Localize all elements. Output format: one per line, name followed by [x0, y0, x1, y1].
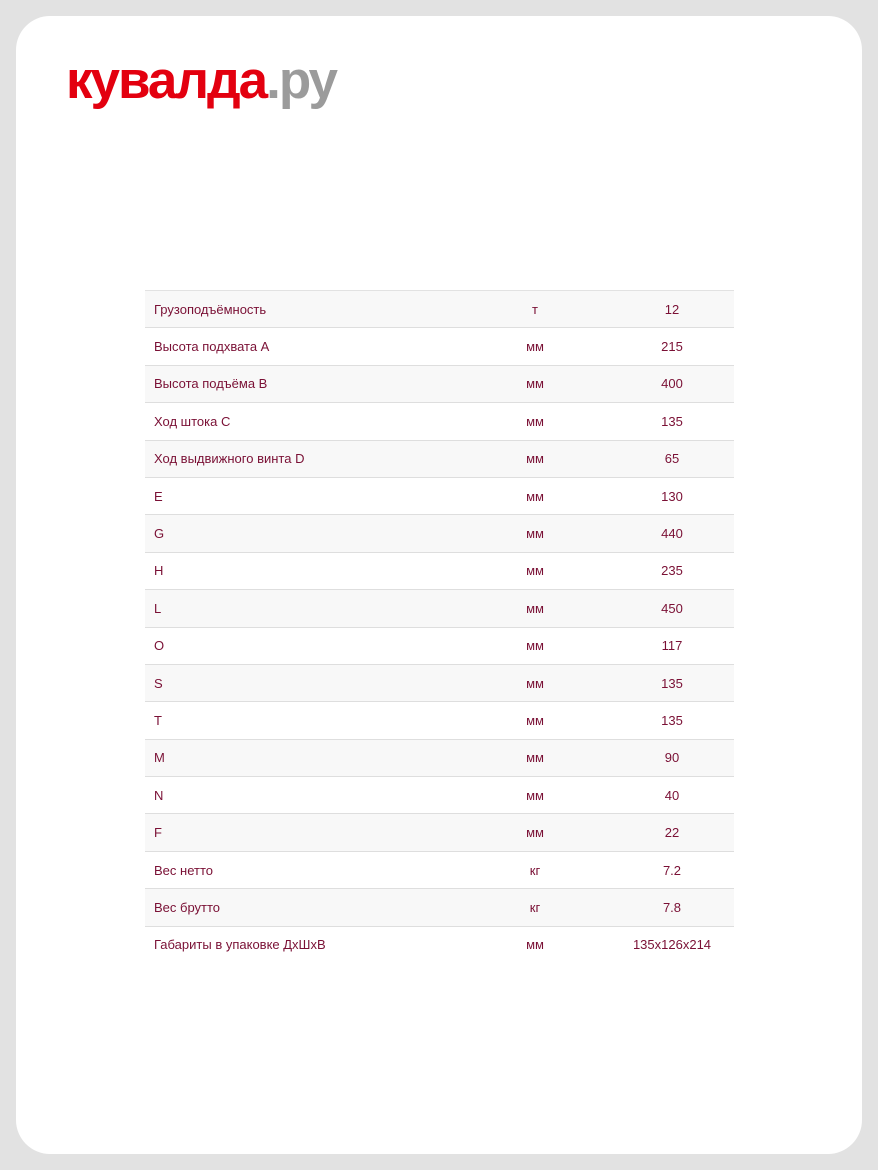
spec-value: 7.8 [616, 889, 734, 926]
spec-unit: мм [454, 777, 616, 814]
table-row [145, 515, 734, 552]
table-row [145, 664, 734, 701]
spec-name: Вес брутто [145, 889, 454, 926]
spec-value: 235 [616, 552, 734, 589]
spec-value: 135 [616, 403, 734, 440]
spec-name: E [145, 477, 454, 514]
spec-name: S [145, 664, 454, 701]
spec-name: T [145, 702, 454, 739]
spec-name: Высота подхвата A [145, 328, 454, 365]
spec-unit: т [454, 291, 616, 328]
spec-name: H [145, 552, 454, 589]
table-row [145, 739, 734, 776]
spec-name: F [145, 814, 454, 851]
table-row [145, 552, 734, 589]
spec-name: M [145, 739, 454, 776]
spec-value: 440 [616, 515, 734, 552]
spec-name: Ход выдвижного винта D [145, 440, 454, 477]
spec-name: Вес нетто [145, 851, 454, 888]
site-logo[interactable] [66, 51, 337, 110]
spec-value: 450 [616, 590, 734, 627]
spec-unit: мм [454, 403, 616, 440]
spec-unit: мм [454, 664, 616, 701]
spec-value: 135х126х214 [616, 926, 734, 963]
spec-value: 130 [616, 477, 734, 514]
table-row [145, 291, 734, 328]
spec-unit: мм [454, 926, 616, 963]
spec-name: Габариты в упаковке ДхШхВ [145, 926, 454, 963]
table-row [145, 440, 734, 477]
spec-unit: мм [454, 590, 616, 627]
table-row [145, 590, 734, 627]
spec-name: N [145, 777, 454, 814]
spec-value: 22 [616, 814, 734, 851]
logo-tld-text: .ру [266, 51, 337, 110]
spec-value: 215 [616, 328, 734, 365]
spec-value: 135 [616, 664, 734, 701]
spec-value: 90 [616, 739, 734, 776]
specifications-table [145, 290, 734, 963]
spec-value: 400 [616, 365, 734, 402]
spec-value: 12 [616, 291, 734, 328]
spec-unit: кг [454, 889, 616, 926]
spec-name: O [145, 627, 454, 664]
table-row [145, 851, 734, 888]
specifications-table-body [145, 291, 734, 964]
spec-unit: мм [454, 328, 616, 365]
spec-unit: мм [454, 440, 616, 477]
spec-value: 65 [616, 440, 734, 477]
spec-name: Грузоподъёмность [145, 291, 454, 328]
spec-value: 135 [616, 702, 734, 739]
table-row [145, 777, 734, 814]
spec-unit: мм [454, 477, 616, 514]
table-row [145, 889, 734, 926]
spec-name: Высота подъёма B [145, 365, 454, 402]
spec-unit: мм [454, 627, 616, 664]
spec-unit: мм [454, 702, 616, 739]
spec-unit: кг [454, 851, 616, 888]
table-row [145, 926, 734, 963]
spec-value: 7.2 [616, 851, 734, 888]
table-row [145, 403, 734, 440]
table-row [145, 365, 734, 402]
spec-unit: мм [454, 365, 616, 402]
spec-unit: мм [454, 814, 616, 851]
table-row [145, 328, 734, 365]
spec-value: 117 [616, 627, 734, 664]
spec-name: L [145, 590, 454, 627]
table-row [145, 702, 734, 739]
logo-brand-text: кувалда [66, 51, 267, 110]
table-row [145, 627, 734, 664]
spec-unit: мм [454, 515, 616, 552]
table-row [145, 814, 734, 851]
table-row [145, 477, 734, 514]
spec-unit: мм [454, 552, 616, 589]
spec-value: 40 [616, 777, 734, 814]
spec-unit: мм [454, 739, 616, 776]
spec-name: G [145, 515, 454, 552]
spec-name: Ход штока C [145, 403, 454, 440]
